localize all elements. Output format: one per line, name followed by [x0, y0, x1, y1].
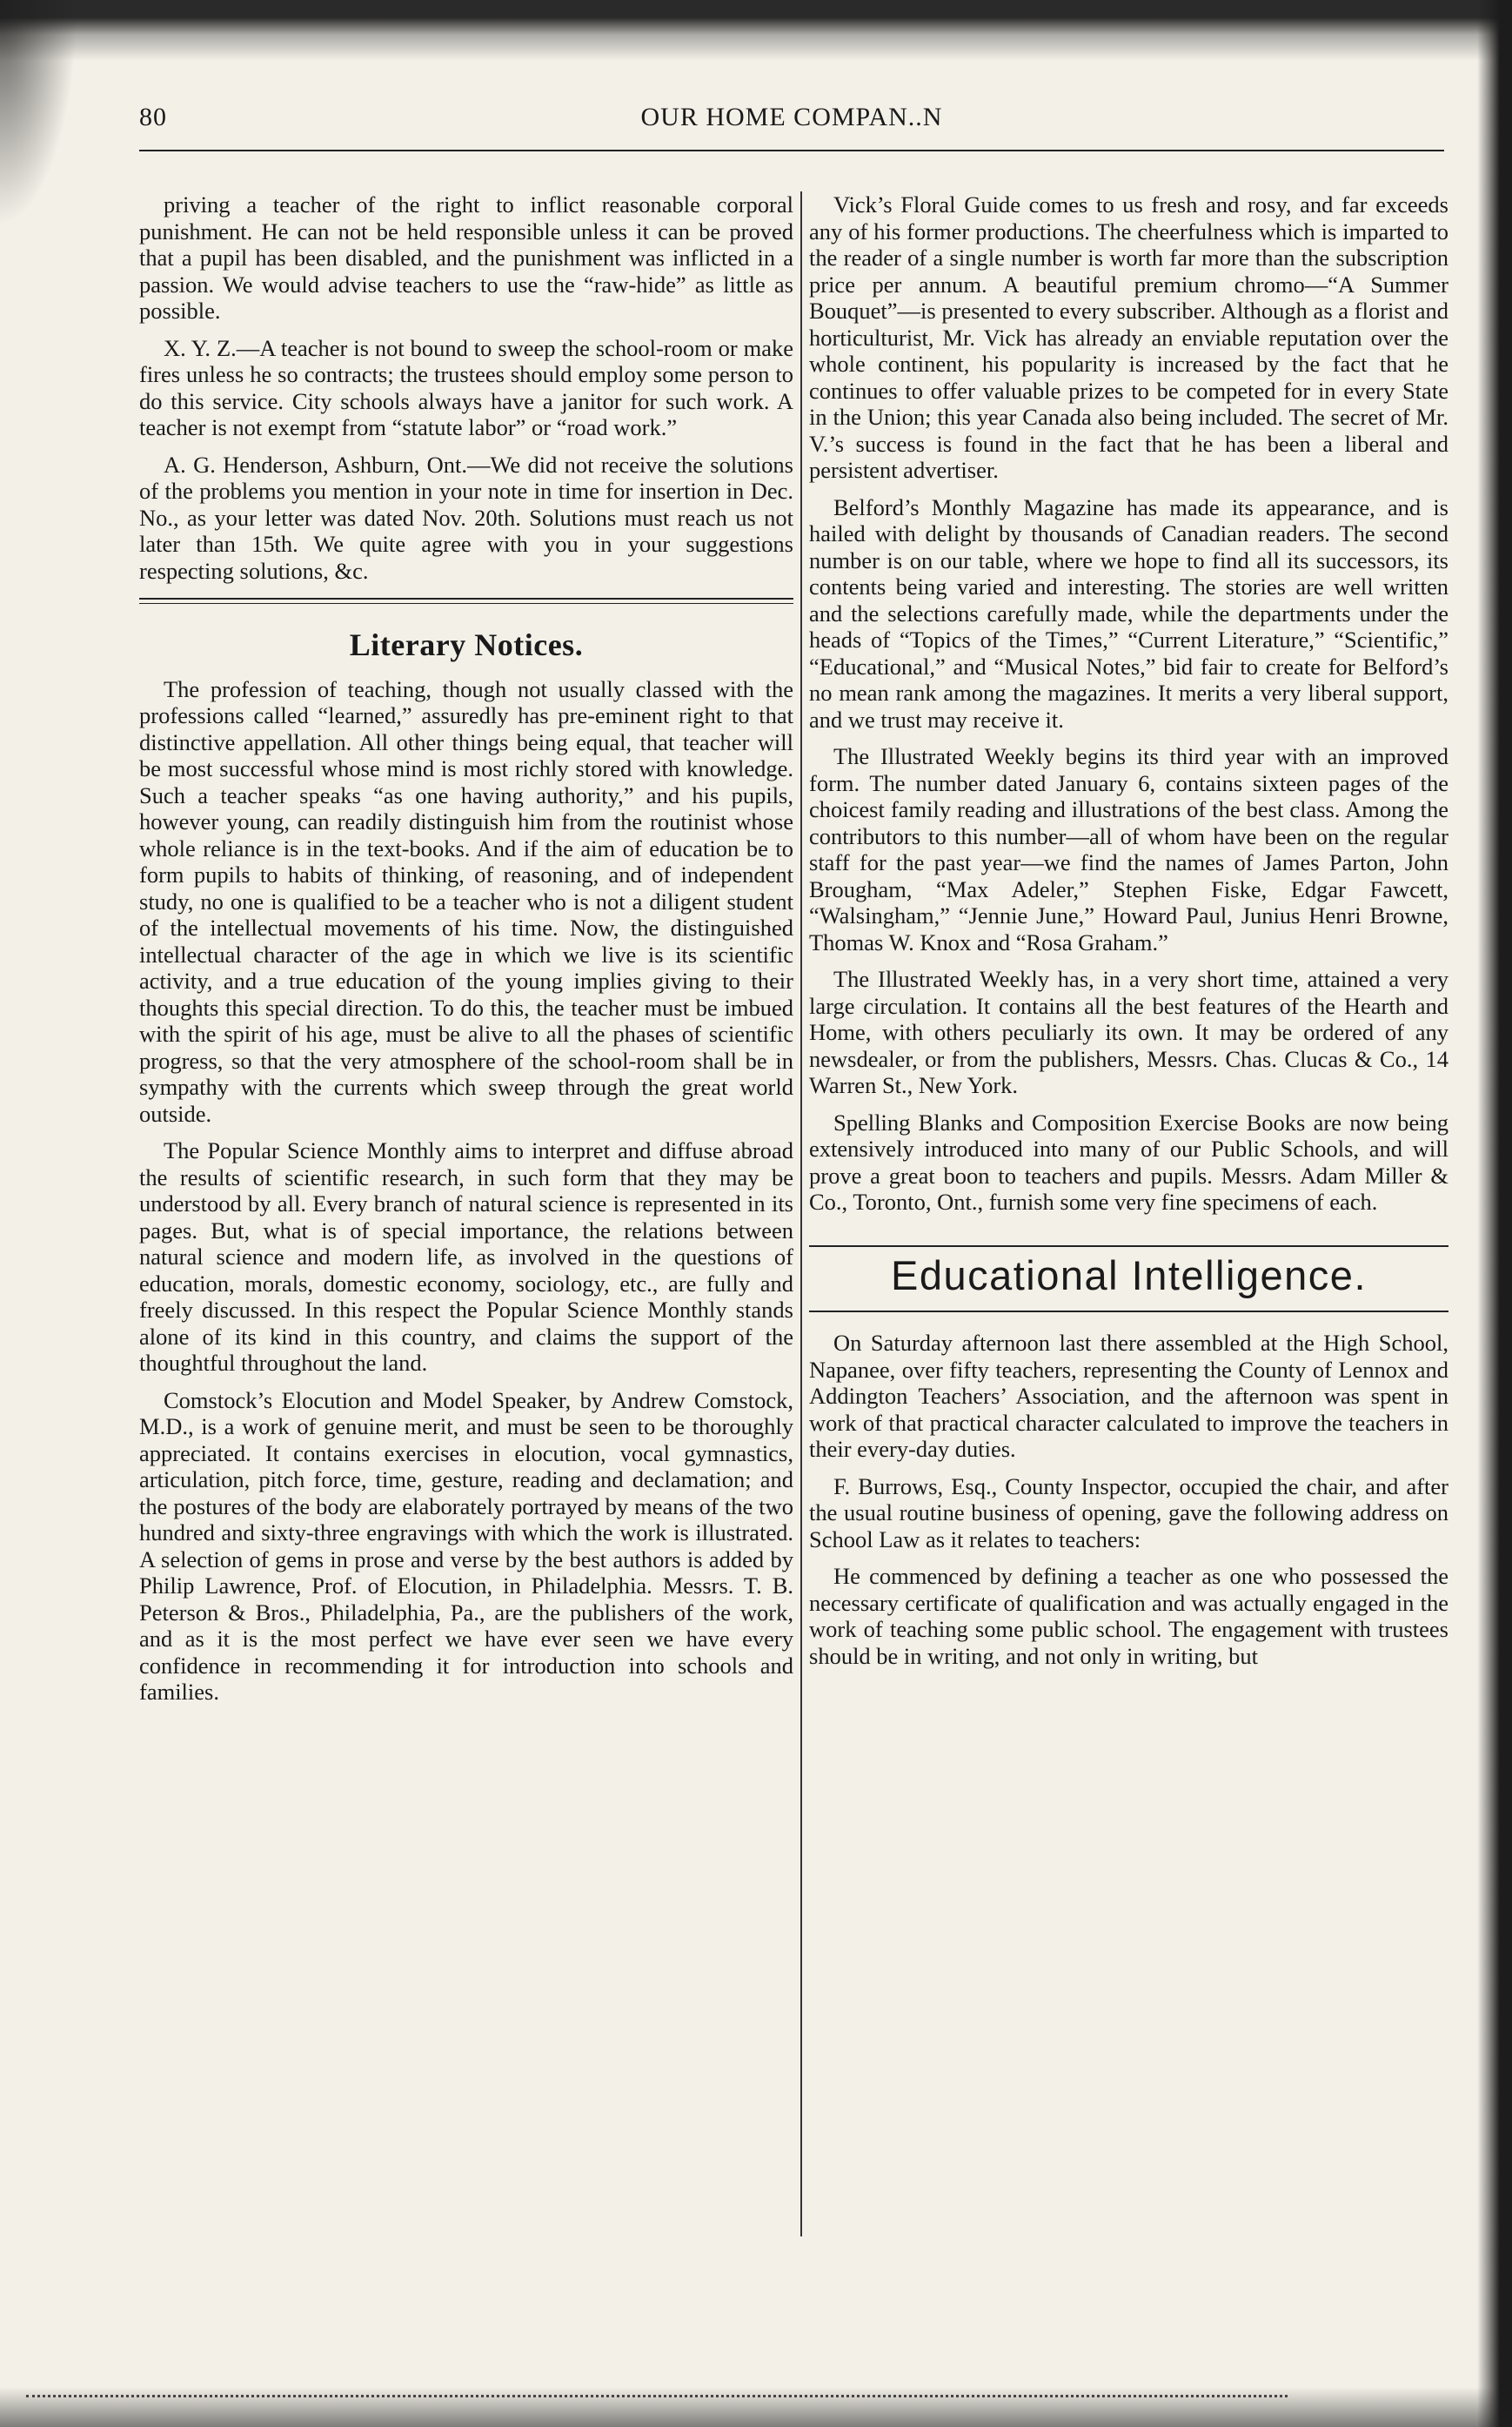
literary-paragraph: The Popular Science Monthly aims to interpret and diffuse abroad the results of scientific research, in such form that they may be understood by all. Every branch of natural science is represented in its pages. But, what is of special importance, the relations between natural science and modern life, as involved in the questions of education, morals, domestic economy, sociology, etc., are fully and freely discussed. In this respect the Popular Science Monthly stands alone of its kind in this country, and claims the support of the thoughtful throughout the land.	[139, 1137, 793, 1376]
scan-bottom-edge	[0, 2387, 1512, 2427]
right-column	[809, 191, 1448, 1679]
notice-paragraph: Spelling Blanks and Composition Exercise Books are now being extensively introduced into many of our Public Schools, and will prove a great boon to teachers and pupils. Messrs. Adam Miller & Co., Toronto, Ont., furnish some very fine specimens of each.	[809, 1109, 1448, 1215]
notice-paragraph: The Illustrated Weekly has, in a very short time, attained a very large circulation. It contains all the best features of the Hearth and Home, with others peculiarly its own. It may be ordered of any newsdealer, or from the publishers, Messrs. Chas. Clucas & Co., 14 Warren St., New York.	[809, 966, 1448, 1098]
scan-right-edge	[1477, 0, 1512, 2427]
column-divider	[800, 191, 802, 2236]
header-rule	[139, 150, 1444, 151]
answer-paragraph: priving a teacher of the right to inflict reasonable corporal punishment. He can not be held responsible unless it can be proved that a pupil has been disabled, and the punishment was inflicted in a passion. We would advise teachers to use the “raw-hide” as little as possible.	[139, 191, 793, 324]
literary-paragraph: The profession of teaching, though not usually classed with the professions called “learned,” assuredly has pre-eminent right to that distinctive appellation. All other things being equal, that teacher will be most successful whose mind is most richly stored with knowledge. Such a teacher speaks “as one having authority,” and his pupils, however young, can readily distinguish him from the routinist whose whole reliance is in the text-books. And if the aim of education be to form pupils to habits of thinking, of reasoning, and of independent study, no one is qualified to be a teacher who is not a diligent student of the intellectual movements of his time. Now, the distinguished intellectual character of the age in which we live is its scientific activity, and a true education of the young implies giving to their thoughts this special direction. To do this, the teacher must be imbued with the spirit of his age, must be alive to all the phases of scientific progress, so that the very atmosphere of the school-room shall be in sympathy with the currents which sweep through the great world outside.	[139, 675, 793, 1127]
literary-notices-heading: Literary Notices.	[349, 627, 584, 662]
educational-intelligence-banner	[809, 1245, 1448, 1313]
notice-paragraph: Vick’s Floral Guide comes to us fresh and rosy, and far exceeds any of his former productions. The cheerfulness which is imparted to the reader of a single number is worth far more than the subscription price per annum. A beautiful premium chromo—“A Summer Bouquet”—is presented to every subscriber. Although as a florist and horticulturist, Mr. Vick has already an enviable reputation over the whole continent, his popularity is increased by the fact that he continues to offer valuable prizes to be competed for in every State in the Union; this year Canada also being included. The secret of Mr. V.’s success is found in the fact that he has been a liberal and persistent advertiser.	[809, 191, 1448, 483]
edu-paragraph: He commenced by defining a teacher as one who possessed the necessary certificate of qualification and was actually engaged in the work of teaching some public school. The engagement with trustees should be in writing, and not only in writing, but	[809, 1563, 1448, 1669]
left-column	[139, 191, 793, 1716]
educational-intelligence-heading: Educational Intelligence.	[890, 1251, 1368, 1298]
page-number: 80	[139, 103, 167, 131]
answer-paragraph: A. G. Henderson, Ashburn, Ont.—We did not receive the solutions of the problems you mention in your note in time for insertion in Dec. No., as your letter was dated Nov. 20th. Solutions must reach us not later than 15th. We quite agree with you in your suggestions respecting solutions, &c.	[139, 451, 793, 584]
edu-paragraph: On Saturday afternoon last there assembled at the High School, Napanee, over fifty teachers, representing the County of Lennox and Addington Teachers’ Association, and the afternoon was spent in work of that practical character calculated to improve the teachers in their every-day duties.	[809, 1330, 1448, 1462]
answer-paragraph: X. Y. Z.—A teacher is not bound to sweep the school-room or make fires unless he so contracts; the trustees should employ some person to do this service. City schools always have a janitor for such work. A teacher is not exempt from “statute labor” or “road work.”	[139, 334, 793, 440]
scan-corner-smudge	[0, 0, 78, 226]
running-title: OUR HOME COMPAN..N	[640, 103, 943, 131]
section-rule	[139, 598, 793, 604]
literary-paragraph: Comstock’s Elocution and Model Speaker, by Andrew Comstock, M.D., is a work of genuine merit, and must be seen to be thoroughly appreciated. It contains exercises in elocution, vocal gymnastics, articulation, pitch force, time, gesture, reading and declamation; and the postures of the body are elaborately portrayed by means of the two hundred and sixty-three engravings with which the work is illustrated. A selection of gems in prose and verse by the best authors is added by Philip Lawrence, Prof. of Elocution, in Philadelphia. Messrs. T. B. Peterson & Bros., Philadelphia, Pa., are the publishers of the work, and as it is the most perfect we have ever seen we have every confidence in recommending it for introduction into schools and families.	[139, 1386, 793, 1705]
edu-paragraph: F. Burrows, Esq., County Inspector, occupied the chair, and after the usual routine business of opening, gave the following address on School Law as it relates to teachers:	[809, 1472, 1448, 1552]
notice-paragraph: Belford’s Monthly Magazine has made its appearance, and is hailed with delight by thousands of Canadian readers. The second number is on our table, where we hope to find all its successors, its contents being varied and interesting. The stories are well written and the selections carefully made, while the departments under the heads of “Topics of the Times,” “Current Literature,” “Scientific,” “Educational,” and “Musical Notes,” bid fair to create for Belford’s no mean rank among the magazines. It merits a very liberal support, and we trust may receive it.	[809, 493, 1448, 733]
scan-top-edge	[0, 0, 1512, 61]
scan-footer-dots	[26, 2395, 1288, 2403]
page-header	[139, 103, 1444, 137]
notice-paragraph: The Illustrated Weekly begins its third year with an improved form. The number dated January 6, contains sixteen pages of the choicest family reading and illustrations of the best class. Among the contributors to this number—all of whom have been on the regular staff for the past year—we find the names of James Parton, John Brougham, “Max Adeler,” Stephen Fiske, Edgar Fawcett, “Walsingham,” “Jennie June,” Howard Paul, Junius Henri Browne, Thomas W. Knox and “Rosa Graham.”	[809, 743, 1448, 955]
